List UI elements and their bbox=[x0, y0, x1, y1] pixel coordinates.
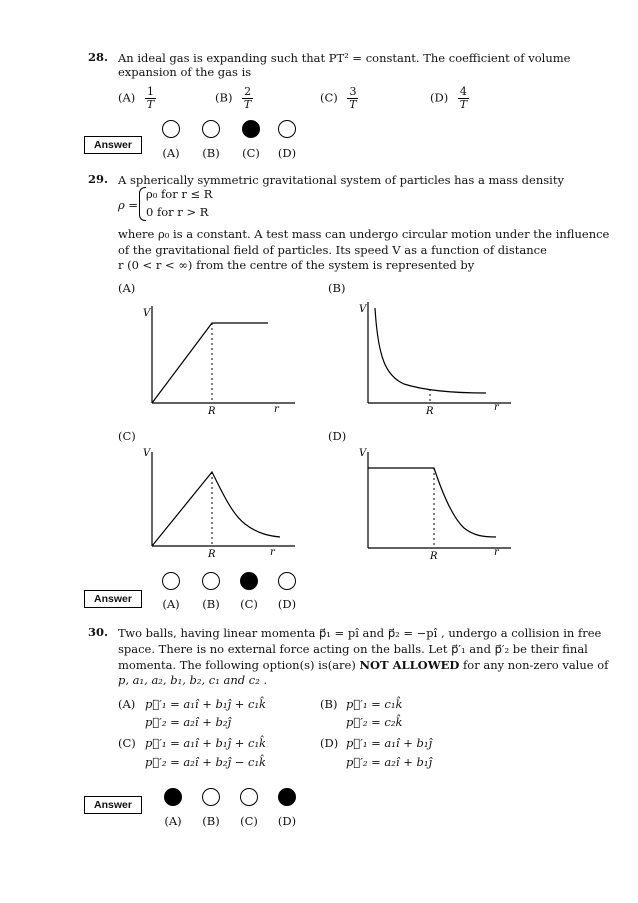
bubble-label: (D) bbox=[277, 814, 297, 828]
question-text: where ρ₀ is a constant. A test mass can undergo circular motion under the influence bbox=[118, 227, 610, 241]
fraction-denominator: T bbox=[146, 98, 155, 111]
fraction-numerator: 3 bbox=[349, 85, 357, 98]
radius-label: R bbox=[426, 406, 434, 417]
question-text bbox=[118, 657, 608, 673]
option-b-line-1: p⃗′₁ = c₁k̂ bbox=[346, 697, 403, 711]
option-label: (B) bbox=[320, 697, 338, 711]
question-text: of the gravitational field of particles. Its speed V as a function of distance bbox=[118, 243, 547, 257]
radius-label: R bbox=[208, 549, 216, 560]
x-axis-label: r bbox=[494, 402, 499, 413]
option-label: (A) bbox=[118, 90, 136, 105]
answer-bubble-b[interactable] bbox=[202, 788, 220, 806]
option-label: (D) bbox=[320, 736, 339, 750]
question-text-part: momenta. The following option(s) is(are) bbox=[118, 658, 360, 672]
fraction-denominator: T bbox=[459, 98, 468, 111]
bubble-label: (C) bbox=[240, 597, 258, 611]
option-label: (A) bbox=[118, 697, 136, 711]
bubble-label: (C) bbox=[242, 146, 260, 160]
bubble-label: (B) bbox=[202, 146, 220, 160]
question-text: p, a₁, a₂, b₁, b₂, c₁ and c₂ . bbox=[118, 673, 268, 687]
radius-label: R bbox=[208, 406, 216, 417]
question-text: r (0 < r < ∞) from the centre of the system is represented by bbox=[118, 258, 475, 272]
answer-bubble-c[interactable] bbox=[242, 120, 260, 138]
answer-box: Answer bbox=[84, 590, 142, 608]
graph-a bbox=[140, 298, 300, 418]
bubble-label: (D) bbox=[277, 146, 297, 160]
graph-label: (C) bbox=[118, 429, 136, 443]
piecewise-brace bbox=[139, 187, 146, 221]
option-a bbox=[118, 86, 156, 111]
fraction-numerator: 1 bbox=[146, 85, 154, 98]
y-axis-label: V bbox=[359, 304, 367, 315]
graph-b bbox=[356, 298, 516, 418]
question-text-part: for any non-zero value of bbox=[459, 658, 609, 672]
question-text: An ideal gas is expanding such that PT² = constant. The coefficient of volume bbox=[118, 51, 571, 65]
bubble-label: (A) bbox=[164, 814, 182, 828]
option-d bbox=[430, 86, 469, 111]
fraction-numerator: 2 bbox=[244, 85, 252, 98]
option-b bbox=[215, 86, 253, 111]
speed-curve bbox=[152, 472, 280, 546]
x-axis-label: r bbox=[274, 404, 279, 415]
emphasis-not-allowed: NOT ALLOWED bbox=[359, 658, 460, 672]
question-number: 29. bbox=[88, 172, 109, 186]
graph-label: (B) bbox=[328, 281, 346, 295]
option-a-line-2: p⃗′₂ = a₂î + b₂ĵ bbox=[145, 715, 232, 729]
question-text: expansion of the gas is bbox=[118, 65, 252, 79]
bubble-label: (B) bbox=[202, 597, 220, 611]
answer-bubble-a[interactable] bbox=[162, 120, 180, 138]
answer-bubble-b[interactable] bbox=[202, 572, 220, 590]
option-c-line-1: p⃗′₁ = a₁î + b₁ĵ + c₁k̂ bbox=[145, 736, 267, 750]
bubble-label: (A) bbox=[162, 597, 180, 611]
option-label: (B) bbox=[215, 90, 233, 105]
y-axis-label: V bbox=[143, 448, 151, 459]
bubble-label: (C) bbox=[240, 814, 258, 828]
y-axis-label: V bbox=[359, 448, 367, 459]
question-text: A spherically symmetric gravitational system of particles has a mass density bbox=[118, 173, 564, 187]
answer-bubble-a[interactable] bbox=[164, 788, 182, 806]
answer-bubble-d[interactable] bbox=[278, 788, 296, 806]
graph-label: (D) bbox=[328, 429, 347, 443]
option-label: (D) bbox=[430, 90, 449, 105]
fraction-denominator: T bbox=[349, 98, 357, 111]
speed-curve bbox=[368, 468, 496, 537]
answer-box: Answer bbox=[84, 136, 142, 154]
answer-bubble-c[interactable] bbox=[240, 788, 258, 806]
density-lhs: ρ = bbox=[118, 198, 139, 212]
option-label: (C) bbox=[320, 90, 338, 105]
option-c-line-2: p⃗′₂ = a₂î + b₂ĵ − c₁k̂ bbox=[145, 755, 267, 769]
option-a-line-1: p⃗′₁ = a₁î + b₁ĵ + c₁k̂ bbox=[145, 697, 267, 711]
question-text: space. There is no external force acting on the balls. Let p⃗′₁ and p⃗′₂ be their final bbox=[118, 642, 588, 656]
x-axis-label: r bbox=[270, 547, 275, 558]
option-d-line-2: p⃗′₂ = a₂î + b₁ĵ bbox=[346, 755, 433, 769]
density-case-2: 0 for r > R bbox=[146, 205, 209, 219]
answer-bubble-b[interactable] bbox=[202, 120, 220, 138]
y-axis-label: V bbox=[143, 308, 151, 319]
answer-box: Answer bbox=[84, 796, 142, 814]
density-case-1: ρ₀ for r ≤ R bbox=[146, 187, 213, 201]
question-text: Two balls, having linear momenta p⃗₁ = pî and p⃗₂ = −pî , undergo a collision in free bbox=[118, 626, 602, 640]
graph-label: (A) bbox=[118, 281, 136, 295]
bubble-label: (A) bbox=[162, 146, 180, 160]
speed-curve bbox=[375, 308, 486, 393]
radius-label: R bbox=[430, 551, 438, 562]
option-b-line-2: p⃗′₂ = c₂k̂ bbox=[346, 715, 403, 729]
question-number: 30. bbox=[88, 625, 109, 639]
answer-bubble-d[interactable] bbox=[278, 572, 296, 590]
answer-bubble-a[interactable] bbox=[162, 572, 180, 590]
question-number: 28. bbox=[88, 50, 109, 64]
bubble-label: (B) bbox=[202, 814, 220, 828]
x-axis-label: r bbox=[494, 547, 499, 558]
option-d-line-1: p⃗′₁ = a₁î + b₁ĵ bbox=[346, 736, 433, 750]
bubble-label: (D) bbox=[277, 597, 297, 611]
graph-d bbox=[356, 442, 516, 562]
option-c bbox=[320, 86, 358, 111]
option-label: (C) bbox=[118, 736, 136, 750]
speed-curve bbox=[152, 323, 268, 403]
answer-bubble-c[interactable] bbox=[240, 572, 258, 590]
fraction-numerator: 4 bbox=[459, 85, 467, 98]
answer-bubble-d[interactable] bbox=[278, 120, 296, 138]
graph-c bbox=[140, 442, 300, 562]
fraction-denominator: T bbox=[243, 98, 252, 111]
